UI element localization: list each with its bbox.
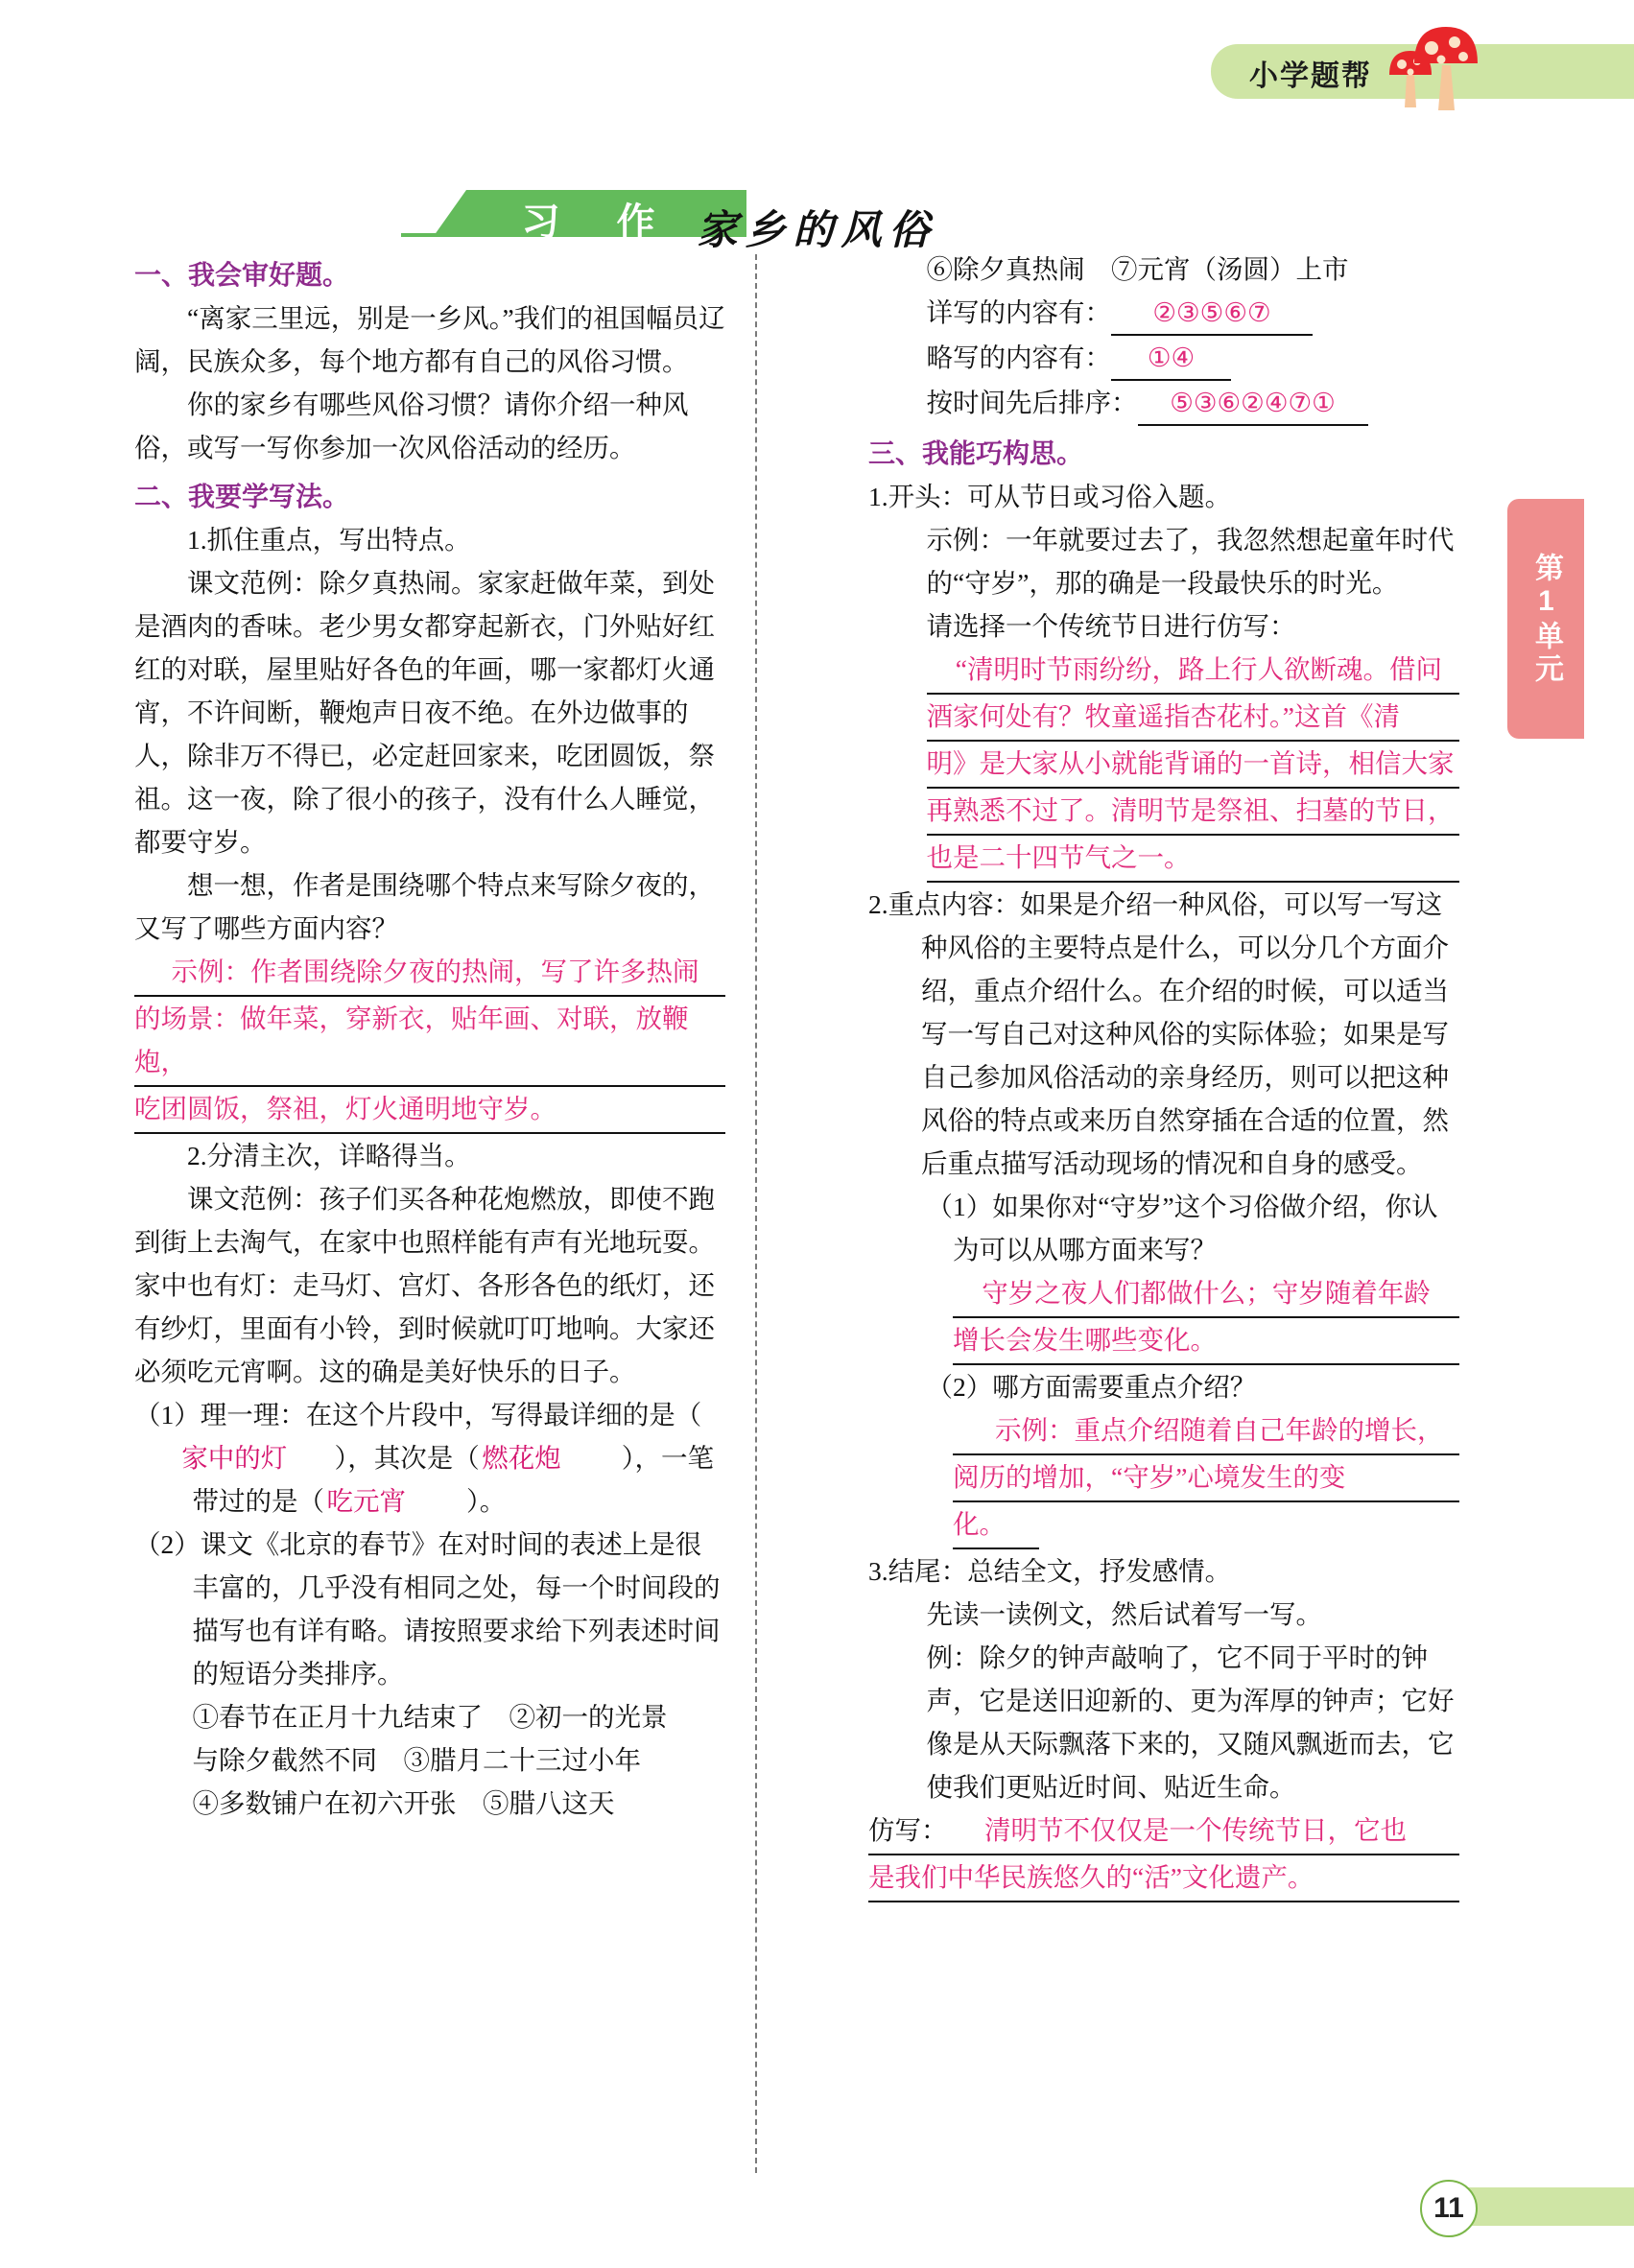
mushroom-icon <box>1372 19 1516 110</box>
answer-text-4b: 增长会发生哪些变化。 <box>953 1318 1459 1365</box>
section3-item1-title: 1.开头：可从节日或习俗入题。 <box>868 482 1232 511</box>
detail-content-row[interactable] <box>868 291 1459 336</box>
section2-item1-title: 1.抓住重点，写出特点。 <box>187 525 471 555</box>
section3-item2-title: 2.重点内容：如果是介绍一种风俗，可以写一写这种风俗的主要特点是什么，可以分几个方面介绍，重点介绍什么。在介绍的时候，可以适当写一写自己对这种风俗的实际体验；如果是写自己参加风俗活动的亲身经历，则可以把这种风俗的特点或来历自然穿插在合适的位置，然后重点描写活动现场的情况和自身的感受。 <box>868 889 1449 1178</box>
answer-text-3c: 明》是大家从小就能背诵的一首诗，相信大家 <box>927 742 1460 789</box>
section3-item1-answer[interactable] <box>868 648 1459 883</box>
options-line-3: ④多数铺户在初六开张 ⑤腊八这天 <box>192 1788 615 1818</box>
imitate-writing-row[interactable] <box>868 1808 1459 1902</box>
section1-paragraph-1: “离家三里远，别是一乡风。”我们的祖国幅员辽阔，民族众多，每个地方都有自己的风俗习惯。 <box>134 303 725 376</box>
answer-text-1b: 的场景：做年菜，穿新衣，贴年画、对联，放鞭炮， <box>134 997 725 1087</box>
answer-text-3d: 再熟悉不过了。清明节是祭祖、扫墓的节日， <box>927 789 1460 836</box>
brief-content-label: 略写的内容有： <box>926 343 1111 372</box>
section3-item1-prompt: 请选择一个传统节日进行仿写： <box>926 611 1296 641</box>
section-heading-3: 三、我能巧构思。 <box>868 438 1084 468</box>
section1-paragraph-2: 你的家乡有哪些风俗习惯？请你介绍一种风俗，或写一写你参加一次风俗活动的经历。 <box>134 390 689 462</box>
brand-label: 小学题帮 <box>1249 60 1372 92</box>
brief-content-row[interactable] <box>868 336 1459 381</box>
answer-label-5: 示例： <box>995 1415 1075 1445</box>
section-heading-1: 一、我会审好题。 <box>134 260 350 290</box>
section3-item1-example: 示例：一年就要过去了，我忽然想起童年时代的“守岁”，那的确是一段最快乐的时光。 <box>926 525 1455 598</box>
answer-text-5a: 重点介绍随着自己年龄的增长， <box>1074 1415 1444 1445</box>
detail-content-answer[interactable]: ②③⑤⑥⑦ <box>1111 291 1313 336</box>
section2-item1-question: 想一想，作者是围绕哪个特点来写除夕夜的，又写了哪些方面内容？ <box>134 870 715 943</box>
answer-text-3b: 酒家何处有？牧童遥指杏花村。”这首《清 <box>927 695 1460 742</box>
footer-bar <box>1452 2187 1634 2226</box>
page-number: 11 <box>1420 2180 1478 2237</box>
answer-text-5b: 阅历的增加，“守岁”心境发生的变 <box>953 1455 1459 1502</box>
brief-content-answer[interactable]: ①④ <box>1111 336 1231 381</box>
section2-item1-answer[interactable] <box>134 950 725 1134</box>
time-order-label: 按时间先后排序： <box>926 388 1138 417</box>
answer-text-1c: 吃团圆饭，祭祖，灯火通明地守岁。 <box>134 1087 725 1134</box>
section2-item2-title: 2.分清主次，详略得当。 <box>187 1141 471 1170</box>
blank-answer-2[interactable]: 燃花炮 <box>482 1443 561 1473</box>
right-column <box>868 248 1459 1902</box>
chapter-title-label: 习 作 <box>521 201 678 244</box>
question-1-suffix: 。 <box>479 1486 507 1516</box>
page-subtitle: 家乡的风俗 <box>697 209 937 253</box>
section3-q2-answer[interactable] <box>868 1408 1459 1549</box>
question-1-mid-1: ，其次是 <box>347 1443 454 1473</box>
question-2-text: （2）课文《北京的春节》在对时间的表述上是很丰富的，几乎没有相同之处，每一个时间段的描写也有详有略。请按照要求给下列表述时间的短语分类排序。 <box>134 1529 721 1689</box>
options-line-1: ①春节在正月十九结束了 ②初一的光景 <box>192 1702 668 1732</box>
answer-label-1: 示例： <box>171 957 250 986</box>
section3-item3-example: 例：除夕的钟声敲响了，它不同于平时的钟声，它是送旧迎新的、更为浑厚的钟声；它好像是从天际飘落下来的，又随风飘逝而去，它使我们更贴近时间、贴近生命。 <box>926 1642 1455 1802</box>
section2-item2-example: 课文范例：孩子们买各种花炮燃放，即使不跑到街上去淘气，在家中也照样能有声有光地玩耍。家中也有灯：走马灯、宫灯、各形各色的纸灯，还有纱灯，里面有小铃，到时候就叮叮地响。大家还必须吃元宵啊。这的确是美好快乐的日子。 <box>134 1184 715 1386</box>
blank-answer-3[interactable]: 吃元宵 <box>326 1486 406 1516</box>
blank-answer-1[interactable]: 家中的灯 <box>181 1443 288 1473</box>
answer-text-5c: 化。 <box>953 1502 1039 1549</box>
unit-tab[interactable]: 第1单元 <box>1507 499 1584 739</box>
answer-text-3e: 也是二十四节气之一。 <box>927 836 1460 883</box>
detail-content-label: 详写的内容有： <box>926 297 1111 327</box>
imitate-answer-1: 清明节不仅仅是一个传统节日，它也 <box>984 1815 1407 1845</box>
answer-text-3a: “清明时节雨纷纷，路上行人欲断魂。借问 <box>927 648 1460 695</box>
options-line-2: 与除夕截然不同 ③腊月二十三过小年 <box>192 1745 641 1775</box>
imitate-label: 仿写： <box>868 1815 948 1845</box>
time-order-row[interactable] <box>868 381 1459 426</box>
section3-item3-prompt: 先读一读例文，然后试着写一写。 <box>926 1599 1322 1629</box>
section-heading-2: 二、我要学写法。 <box>134 482 350 511</box>
section2-item1-example: 课文范例：除夕真热闹。家家赶做年菜，到处是酒肉的香味。老少男女都穿起新衣，门外贴好红红的对联，屋里贴好各色的年画，哪一家都灯火通宵，不许间断，鞭炮声日夜不绝。在外边做事的人，除非万不得已，必定赶回家来，吃团圆饭，祭祖。这一夜，除了很小的孩子，没有什么人睡觉，都要守岁。 <box>134 568 715 857</box>
column-divider <box>755 254 757 2173</box>
answer-text-4a: 守岁之夜人们都做什么；守岁随着年龄 <box>953 1271 1459 1318</box>
options-line-4: ⑥除夕真热闹 ⑦元宵（汤圆）上市 <box>926 254 1349 284</box>
answer-text-1a: 作者围绕除夕夜的热闹，写了许多热闹 <box>250 957 699 986</box>
section3-q1-answer[interactable] <box>868 1271 1459 1365</box>
imitate-answer-2: 是我们中华民族悠久的“活”文化遗产。 <box>868 1855 1459 1902</box>
left-column <box>134 248 725 1825</box>
section3-q2-text: （2）哪方面需要重点介绍？ <box>926 1372 1257 1402</box>
question-1-prefix: （1）理一理：在这个片段中，写得最详细的是 <box>134 1400 675 1429</box>
section3-q1-text: （1）如果你对“守岁”这个习俗做介绍，你认为可以从哪方面来写？ <box>926 1192 1438 1264</box>
question-1-mid-2: ，一笔带过的是 <box>192 1443 714 1516</box>
time-order-answer[interactable]: ⑤③⑥②④⑦① <box>1138 381 1368 426</box>
question-1-fill-blank[interactable]: （1）理一理：在这个片段中，写得最详细的是（家中的灯 ），其次是（燃花炮 ），一笔带过的是（吃元宵 ）。 <box>134 1393 725 1523</box>
section3-item3-title: 3.结尾：总结全文，抒发感情。 <box>868 1556 1232 1586</box>
